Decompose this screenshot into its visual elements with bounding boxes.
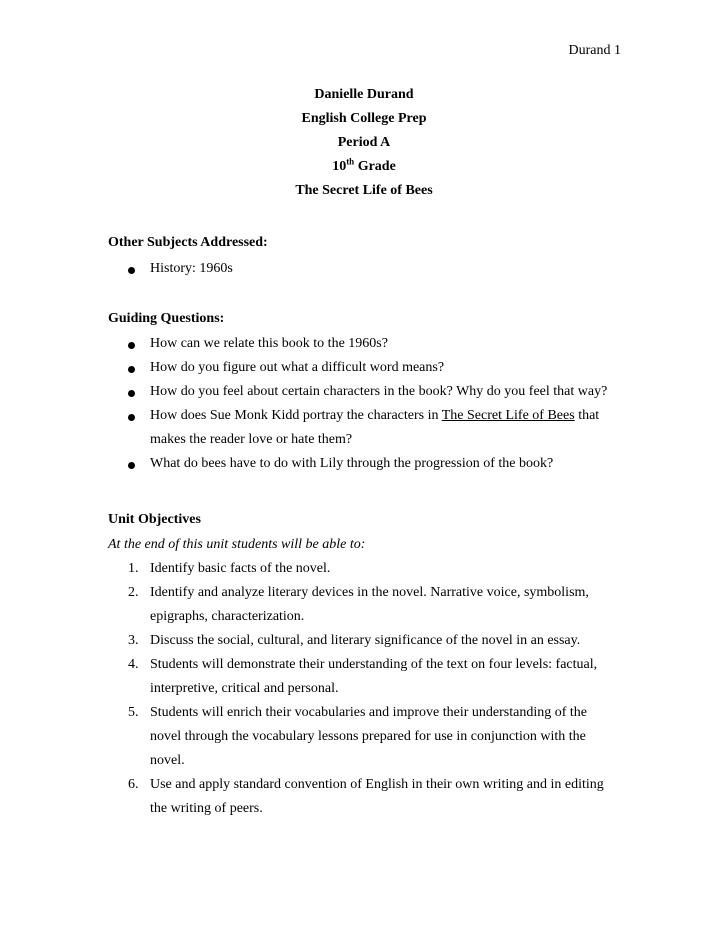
bullet-icon [128,390,135,397]
objective-number: 2. [128,585,139,600]
objective-item [108,657,628,705]
list-item-text-continued: makes the reader love or hate them? [150,432,353,447]
book-title-reference: The Secret Life of Bees [441,408,575,423]
objective-item [108,777,628,825]
objective-text: the writing of peers. [150,801,263,816]
unit-objectives-intro: At the end of this unit students will be able to: [108,537,366,552]
objective-number: 3. [128,633,139,648]
objective-item [108,561,628,585]
objective-text: Use and apply standard convention of English in their own writing and in editing [150,777,604,792]
grade-suffix: th [346,156,355,167]
grade-word: Grade [357,159,396,174]
bullet-icon [128,342,135,349]
bullet-icon [128,366,135,373]
period: Period A [337,135,391,150]
list-item [108,336,628,360]
objective-number: 6. [128,777,139,792]
grade [0,156,728,183]
objective-item [108,633,628,657]
other-subjects-heading: Other Subjects Addressed: [108,235,268,250]
list-item [108,360,628,384]
list-item [108,408,628,456]
list-item-text: History: 1960s [150,261,233,276]
unit-objectives-list [108,561,628,825]
objective-text: Identify and analyze literary devices in the novel. Narrative voice, symbolism, [150,585,589,600]
objective-text: Students will demonstrate their understanding of the text on four levels: factual, [150,657,598,672]
objective-text: novel through the vocabulary lessons prepared for use in conjunction with the [150,729,586,744]
list-item [108,456,628,480]
objective-number: 4. [128,657,139,672]
title-block [0,87,728,207]
list-item-text: How do you figure out what a difficult word means? [150,360,445,375]
objective-text: epigraphs, characterization. [150,609,305,624]
objective-number: 1. [128,561,139,576]
book-title: The Secret Life of Bees [295,183,433,198]
objective-item [108,705,628,777]
list-item-text: How do you feel about certain characters in the book? Why do you feel that way? [150,384,608,399]
list-item [108,261,628,285]
guiding-questions-heading: Guiding Questions: [108,311,225,326]
objective-number: 5. [128,705,139,720]
author-name: Danielle Durand [314,87,414,102]
other-subjects-list [108,261,628,285]
list-item-text: How does Sue Monk Kidd portray the characters in The Secret Life of Bees that [150,408,600,423]
guiding-questions-list [108,336,628,480]
grade-number: 10 [332,159,347,174]
list-item-text: How can we relate this book to the 1960s? [150,336,388,351]
page-header: Durand 1 [568,43,621,58]
list-item [108,384,628,408]
objective-text: interpretive, critical and personal. [150,681,339,696]
course-name: English College Prep [301,111,427,126]
objective-text: Discuss the social, cultural, and literary significance of the novel in an essay. [150,633,581,648]
bullet-icon [128,462,135,469]
objective-item [108,585,628,633]
objective-text: Identify basic facts of the novel. [150,561,331,576]
objective-text: novel. [150,753,185,768]
bullet-icon [128,267,135,274]
objective-text: Students will enrich their vocabularies and improve their understanding of the [150,705,587,720]
bullet-icon [128,414,135,421]
list-item-text: What do bees have to do with Lily through the progression of the book? [150,456,554,471]
unit-objectives-heading: Unit Objectives [108,512,201,527]
